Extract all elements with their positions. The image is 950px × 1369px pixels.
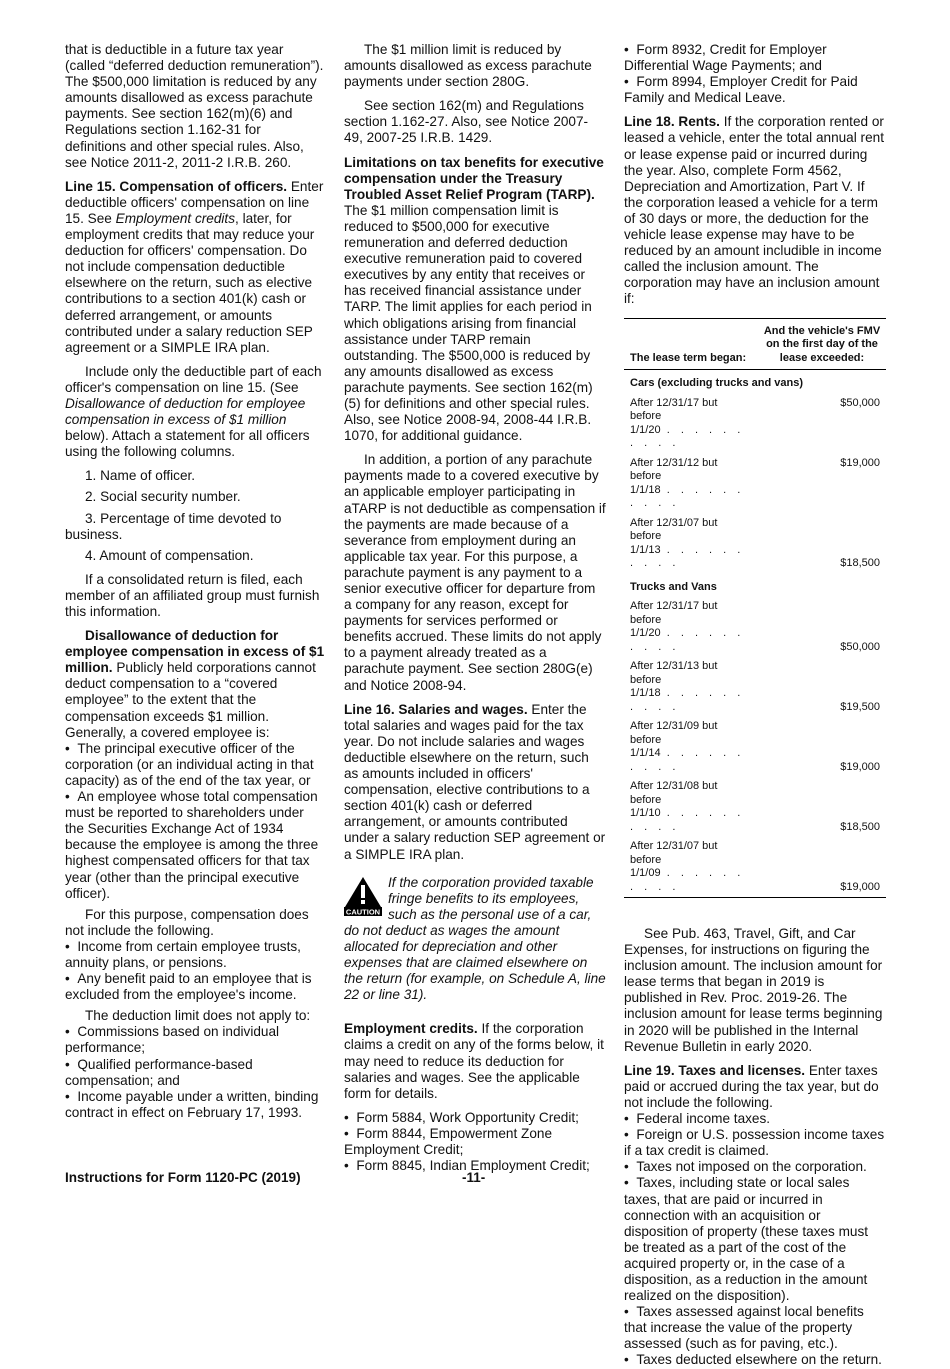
leader-dots: . . . . . . . . . . [630,423,745,449]
fmv-amount: $19,000 [840,880,880,893]
bullet-item: • Form 8845, Indian Employment Credit; [344,1158,606,1174]
caution-label: CAUTION [345,907,381,916]
section-row-cars [624,370,886,394]
employment-credits-ref: Employment credits [115,210,236,226]
lease-term-start: After 12/31/12 but before [630,456,718,482]
paragraph: See section 162(m) and Regulations section 1.162-27. Also, see Notice 2007-49, 2007-25 I.R.B. 1429. [344,98,589,146]
bullet-item: • An employee whose total compensation must be reported to shareholders under the Securities Exchange Act of 1934 because the employee is among the three highest compensated officers for that tax year (other than the principal executive officer). [65,789,325,902]
tarp-heading: Limitations on tax benefits for executive compensation under the Treasury Troubled Asset Relief Program (TARP). [344,154,604,202]
paragraph: that is deductible in a future tax year (called “deferred deduction remuneration”). The $500,000 limitation is reduced by any amounts disallowed as excess parachute payments. See section 162(m)(6) and Regulations section 1.162-31 for definitions and other special rules. Also, see Notice 2011-2, 2011-2 I.R.B. 260. [65,42,324,170]
table-row [624,777,886,837]
text: Publicly held corporations cannot deduct compensation to a “covered employee” to the extent that the compensation exceeds $1 million. Generally, a covered employee is: [65,660,316,740]
lease-term-cell [624,777,756,837]
bullet-item: • Any benefit paid to an employee that is excluded from the employee's income. [65,971,325,1003]
text: Include only the deductible part of each officer's compensation on line 15. (See [65,363,322,395]
disallowance-heading: Disallowance of deduction for employee compensation in excess of $1 million. [65,628,325,676]
bullet-item: • Form 8844, Empowerment Zone Employment Credit; [344,1126,606,1158]
page-number: -11- [462,1170,486,1185]
line19-heading: Line 19. Taxes and licenses. [624,1062,806,1078]
lease-term-end: 1/1/09 [630,867,661,879]
column-2 [344,42,606,1174]
lease-term-end: 1/1/13 [630,543,661,556]
paragraph: If a consolidated return is filed, each member of an affiliated group must furnish this information. [65,571,320,619]
bullet-item: • Taxes not imposed on the corporation. [624,1159,886,1175]
bullet-item: • Form 5884, Work Opportunity Credit; [344,1110,606,1126]
table-row [624,514,886,574]
fmv-amount: $19,000 [840,456,880,469]
lease-term-start: After 12/31/08 but before [630,780,718,806]
leader-dots: . . . . . . . . . . [630,543,745,569]
caution-note [344,875,606,1004]
lease-term-start: After 12/31/17 but before [630,600,718,626]
text: If the corporation claims a credit on any of the forms below, it may need to reduce its deduction for salaries and wages. See the applicable form for details. [344,1021,604,1101]
text: If the corporation rented or leased a vehicle, enter the total annual rent or lease expense paid or incurred during the year. Also, complete Form 4562, Depreciation and Amortization, Part V. If the corporation leased a vehicle for a term of 30 days or more, the deduction for the vehicle lease expense may have to be reduced by an amount includible in income called the inclusion amount. The corporation may have an inclusion amount if: [624,114,884,307]
lease-term-start: After 12/31/07 but before [630,840,718,866]
list-item: 2. Social security number. [85,489,241,505]
table-row [624,454,886,514]
line16-heading: Line 16. Salaries and wages. [344,701,528,717]
lease-term-cell [624,657,756,717]
fmv-amount: $19,000 [840,760,880,773]
bullet-item: • Taxes, including state or local sales taxes, that are paid or incurred in connection with an acquisition or disposition of property (these taxes must be treated as a part of the cost of the acquired property or, in the case of a disposition, as a reduction in the amount realized on the disposition). [624,1175,886,1304]
tarp-paragraph [344,155,606,445]
fmv-amount: $19,500 [840,700,880,713]
leader-dots: . . . . . . . . . . [630,807,745,833]
header-lease-term: The lease term began: [630,351,747,364]
table-row [624,717,886,777]
lease-term-end: 1/1/14 [630,747,661,759]
bullet-item: • Taxes assessed against local benefits that increase the value of the property assessed (such as for paving, etc.). [624,1304,886,1352]
footer-form-title: Instructions for Form 1120-PC (2019) [65,1170,301,1185]
lease-term-start: After 12/31/09 but before [630,720,718,746]
caution-text: If the corporation provided taxable fringe benefits to its employees, such as the personal use of a car, do not deduct as wages the amount allocated for depreciation and other expenses that are claimed elsewhere on the return (for example, on Schedule A, line 22 or line 31). [344,874,606,1003]
disallowance-ref: Disallowance of deduction for employee compensation in excess of $1 million [65,395,306,428]
text: Enter taxes paid or accrued during the tax year, but do not include the following. [624,1062,879,1110]
lease-term-cell [624,394,756,454]
table-header-row [624,318,886,370]
leader-dots: . . . . . . . . . . [630,627,745,653]
section-label: Cars (excluding trucks and vans) [630,377,803,389]
text: Enter the total salaries and wages paid for the tax year. Do not include salaries and wages deductible elsewhere on the return, such as amounts included in officers' compensation, elective contributions to a section 401(k) cash or deferred arrangement, or amounts contributed under a salary reduction SEP agreement or a SIMPLE IRA plan. [344,701,606,862]
inclusion-amount-table [624,318,886,899]
bullet-item: • Form 8994, Employer Credit for Paid Family and Medical Leave. [624,74,886,106]
line18-paragraph [624,114,886,307]
leader-dots: . . . . . . . . . . [630,483,745,509]
leader-dots: . . . . . . . . . . [630,687,745,713]
bullet-item: • Commissions based on individual performance; [65,1024,325,1056]
lease-term-cell [624,454,756,514]
lease-term-end: 1/1/20 [630,423,661,436]
list-item: 1. Name of officer. [85,468,196,484]
section-label: Trucks and Vans [630,580,717,593]
line18-heading: Line 18. Rents. [624,114,720,130]
table-row [624,597,886,657]
bullet-item: • Taxes deducted elsewhere on the return. [624,1352,886,1368]
list-item: 4. Amount of compensation. [85,547,254,563]
text: The $1 million compensation limit is reduced to $500,000 for executive remuneration and deferred deduction executive remuneration paid to covered executives by any entity that receives or has received financial assistance under TARP. The limit applies for each period in which obligations arising from financial assistance under TARP remain outstanding. The $500,000 is reduced by any amounts disallowed as excess parachute payments. See section 162(m)(5) for definitions and other special rules. Also, see Notice 2008-94, 2008-44 I.R.B. 1070, for additional guidance. [344,202,593,444]
lease-term-cell [624,514,756,574]
lease-term-cell [624,837,756,898]
employment-credits-paragraph [344,1021,606,1101]
line16-paragraph [344,702,606,863]
fmv-amount: $18,500 [840,557,880,569]
text: Enter deductible officers' compensation on line 15. See [65,178,324,226]
text: below). Attach a statement for all officers using the following columns. [65,428,310,460]
lease-term-cell [624,597,756,657]
lease-term-end: 1/1/20 [630,627,661,639]
table-body [624,370,886,898]
text: , later, for employment credits that may reduce your deduction for officers' compensation. Do not include compensation deductible elsewhere on the return, such as elective contributions to a section 401(k) cash or deferred arrangement, or amounts contributed under a salary reduction SEP agreement or a SIMPLE IRA plan. [65,210,315,355]
table-row [624,657,886,717]
fmv-amount: $50,000 [840,640,880,653]
bullet-item: • Form 8932, Credit for Employer Differential Wage Payments; and [624,42,886,74]
line19-paragraph [624,1063,886,1111]
section-row-trucks [624,574,886,598]
leader-dots: . . . . . . . . . . [630,867,745,893]
leader-dots: . . . . . . . . . . [630,747,745,773]
list-item: 3. Percentage of time devoted to business. [65,510,282,542]
column-3 [624,42,886,1369]
lease-term-end: 1/1/10 [630,807,661,819]
paragraph: See Pub. 463, Travel, Gift, and Car Expenses, for instructions on figuring the inclusion amount. The inclusion amount for lease terms that began in 2019 is published in Rev. Proc. 2019-26. The inclusion amount for lease terms beginning in 2020 will be published in the Internal Revenue Bulletin in early 2020. [624,926,883,1054]
lease-term-end: 1/1/18 [630,687,661,699]
paragraph: The $1 million limit is reduced by amounts disallowed as excess parachute payments under section 280G. [344,42,592,90]
lease-term-end: 1/1/18 [630,483,661,496]
employment-credits-heading: Employment credits. [344,1021,478,1037]
caution-icon [344,876,382,916]
paragraph: For this purpose, compensation does not include the following. [65,906,309,938]
header-fmv: And the vehicle's FMV on the first day of the lease exceeded: [763,324,881,364]
lease-term-start: After 12/31/17 but before [630,396,718,422]
bullet-item: • The principal executive officer of the corporation (or an individual acting in that capacity) as of the end of the tax year, or [65,741,325,789]
lease-term-start: After 12/31/07 but before [630,516,718,542]
line15-heading: Line 15. Compensation of officers. [65,178,288,194]
lease-term-cell [624,717,756,777]
bullet-item: • Income from certain employee trusts, annuity plans, or pensions. [65,939,325,971]
disallowance-paragraph [65,628,325,741]
table-row [624,394,886,454]
bullet-item: • Qualified performance-based compensation; and [65,1057,325,1089]
fmv-amount: $50,000 [840,396,880,409]
fmv-amount: $18,500 [840,820,880,833]
table-row [624,837,886,898]
line15-paragraph [65,179,325,356]
paragraph: The deduction limit does not apply to: [85,1008,311,1024]
column-1 [65,42,325,1121]
lease-term-start: After 12/31/13 but before [630,660,718,686]
bullet-item: • Income payable under a written, binding contract in effect on February 17, 1993. [65,1089,325,1121]
bullet-item: • Federal income taxes. [624,1111,886,1127]
bullet-item: • Foreign or U.S. possession income taxes if a tax credit is claimed. [624,1127,886,1159]
paragraph: In addition, a portion of any parachute payments made to a covered executive by an applicable employer participating in aTARP is not deductible as compensation if the payments are made because of a severance from employment during an applicable tax year. For this purpose, a parachute payment is any payment to a senior executive officer for departure from a company for any reason, except for payments for services performed or benefits accrued. These limits do not apply to a payment already treated as a parachute payment. See section 280G(e) and Notice 2008-94. [344,452,606,693]
paragraph [65,364,325,461]
